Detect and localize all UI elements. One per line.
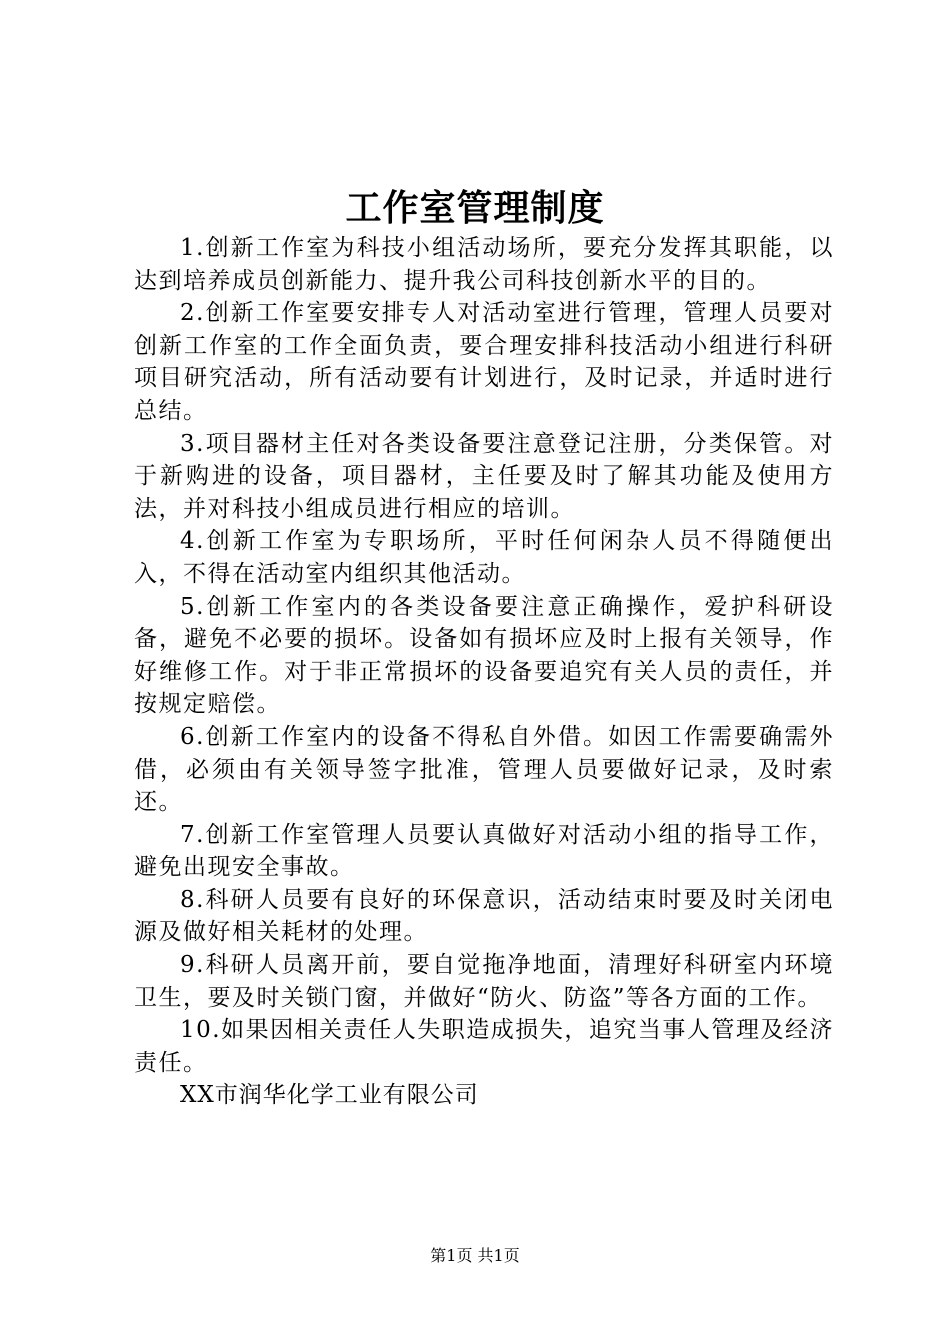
paragraph-7: 7.创新工作室管理人员要认真做好对活动小组的指导工作，避免出现安全事故。 — [134, 821, 834, 881]
paragraph-1: 1.创新工作室为科技小组活动场所，要充分发挥其职能，以达到培养成员创新能力、提升我公司科技创新水平的目的。 — [134, 235, 834, 294]
page-number-footer: 第1页 共1页 — [430, 1246, 520, 1265]
paragraph-3: 3.项目器材主任对各类设备要注意登记注册，分类保管。对于新购进的设备，项目器材，主任要及时了解其功能及使用方法，并对科技小组成员进行相应的培训。 — [134, 430, 834, 522]
document-body — [134, 232, 834, 1112]
paragraph-6: 6.创新工作室内的设备不得私自外借。如因工作需要确需外借，必须由有关领导签字批准，管理人员要做好记录，及时索还。 — [134, 723, 834, 816]
paragraph-5: 5.创新工作室内的各类设备要注意正确操作，爱护科研设备，避免不必要的损坏。设备如有损坏应及时上报有关领导，作好维修工作。对于非正常损坏的设备要追究有关人员的责任，并按规定赔偿。 — [134, 593, 834, 718]
paragraph-4: 4.创新工作室为专职场所，平时任何闲杂人员不得随便出入，不得在活动室内组织其他活动。 — [134, 528, 834, 587]
paragraph-8: 8.科研人员要有良好的环保意识，活动结束时要及时关闭电源及做好相关耗材的处理。 — [134, 886, 834, 946]
company-signature: XX市润华化学工业有限公司 — [180, 1082, 479, 1109]
document-title: 工作室管理制度 — [345, 187, 605, 229]
paragraph-2: 2.创新工作室要安排专人对活动室进行管理，管理人员要对创新工作室的工作全面负责，要合理安排科技活动小组进行科研项目研究活动，所有活动要有计划进行，及时记录，并适时进行总结。 — [134, 300, 834, 424]
paragraph-10: 10.如果因相关责任人失职造成损失，追究当事人管理及经济责任。 — [134, 1017, 834, 1076]
paragraph-9: 9.科研人员离开前，要自觉拖净地面，清理好科研室内环境卫生，要及时关锁门窗，并做好“防火、防盗”等各方面的工作。 — [134, 952, 834, 1011]
